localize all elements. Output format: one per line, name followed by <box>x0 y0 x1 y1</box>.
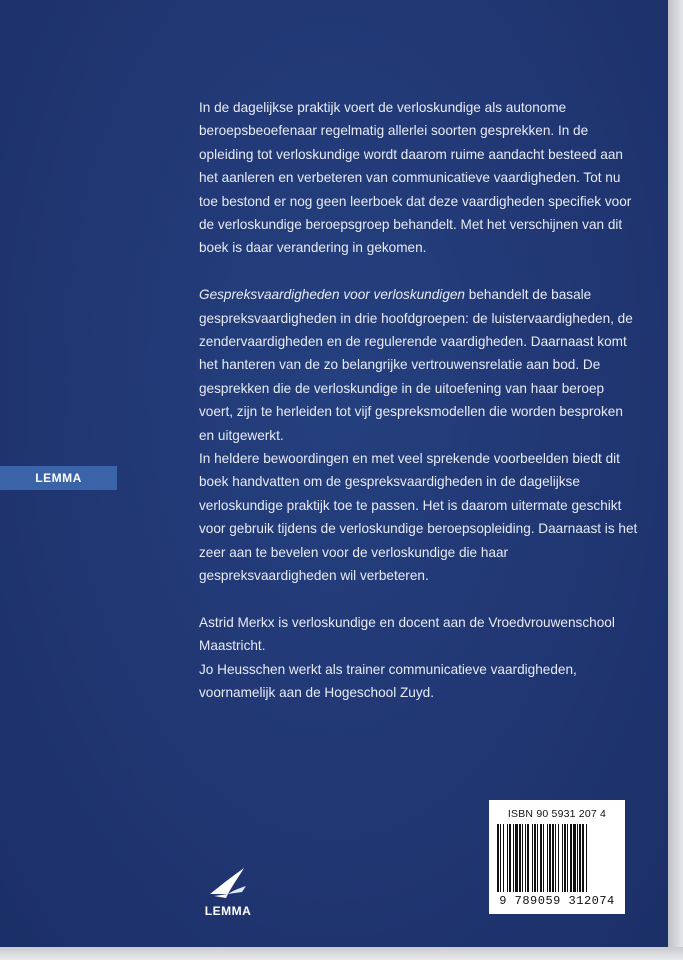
author-2: Jo Heusschen werkt als trainer communicatieve vaardigheden, voornamelijk aan de Hogeschool Zuyd. <box>199 661 577 701</box>
book-title: Gespreksvaardigheden voor verloskundigen <box>199 287 465 303</box>
blurb-paragraph-1: In de dagelijkse praktijk voert de verloskundige als autonome beroepsbeoefenaar regelmatig allerlei soorten gesprekken. In de opleiding tot verloskundige wordt daarom ruime aandacht besteed aan het aanleren en verbeteren van communicatieve vaardigheden. Tot nu toe bestond er nog geen leerboek dat deze vaardigheden specifiek voor de verloskundige beroepsgroep behandelt. Met het verschijnen van dit boek is daar verandering in gekomen. <box>199 100 632 256</box>
ean-number: 9 789059 312074 <box>499 894 615 908</box>
page-edge <box>668 0 683 960</box>
publisher-tab: LEMMA <box>0 466 117 490</box>
publisher-logo-text: LEMMA <box>204 904 252 918</box>
barcode-label <box>489 800 625 914</box>
barcode-icon <box>497 824 617 892</box>
blurb-paragraph-3: In heldere bewoordingen en met veel sprekende voorbeelden biedt dit boek handvatten om de gespreksvaardigheden in de dagelijkse verloskundige praktijk toe te passen. Het is daarom uitermate geschikt voor gebruik tijdens de verloskundige beroepsopleiding. Daarnaast is het zeer aan te bevelen voor de verloskundige die haar gespreksvaardigheden wil verbeteren. <box>199 451 638 584</box>
isbn-number: ISBN 90 5931 207 4 <box>507 808 607 820</box>
page-bottom-edge <box>0 947 683 960</box>
author-1: Astrid Merkx is verloskundige en docent aan de Vroedvrouwenschool Maastricht. <box>199 614 615 654</box>
publisher-logo <box>188 864 268 924</box>
blurb-paragraph-2-text: behandelt de basale gespreksvaardigheden in drie hoofdgroepen: de luistervaardigheden, de zendervaardigheden en de regulerende vaardigheden. Daarnaast komt het hanteren van de zo belangrijke vertrouwensrelatie aan bod. De gesprekken die de verloskundige in de uitoefening van haar beroep voert, zijn te herleiden tot vijf gespreksmodellen die worden besproken en uitgewerkt. <box>199 287 633 443</box>
blurb <box>199 96 639 705</box>
blurb-paragraph-2 <box>199 283 639 447</box>
lemma-book-icon <box>206 864 250 902</box>
